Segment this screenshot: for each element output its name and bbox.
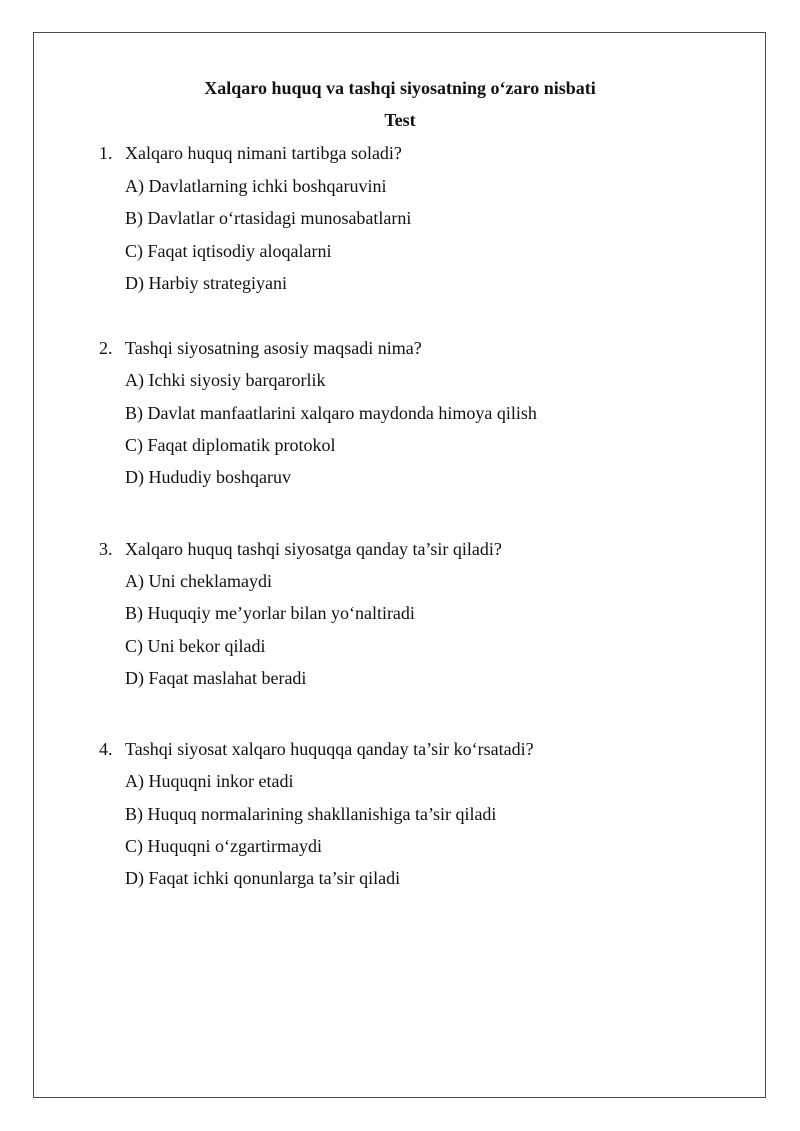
question-number: 3. xyxy=(99,539,113,559)
question-4-option-a: A) Huquqni inkor etadi xyxy=(125,771,294,791)
question-number: 1. xyxy=(99,143,113,163)
question-text: Tashqi siyosatning asosiy maqsadi nima? xyxy=(125,338,422,358)
question-3-option-b: B) Huquqiy me’yorlar bilan yo‘naltiradi xyxy=(125,603,415,623)
document-title: Xalqaro huquq va tashqi siyosatning o‘zaro nisbati xyxy=(204,78,596,98)
question-3-option-d: D) Faqat maslahat beradi xyxy=(125,668,307,688)
question-4-option-d: D) Faqat ichki qonunlarga ta’sir qiladi xyxy=(125,868,401,888)
question-1-option-b: B) Davlatlar o‘rtasidagi munosabatlarni xyxy=(125,208,412,228)
question-text: Xalqaro huquq nimani tartibga soladi? xyxy=(125,143,402,163)
question-2-option-c: C) Faqat diplomatik protokol xyxy=(125,435,336,455)
question-3-option-c: C) Uni bekor qiladi xyxy=(125,636,266,656)
question-2-option-b: B) Davlat manfaatlarini xalqaro maydonda himoya qilish xyxy=(125,403,537,423)
question-2-option-a: A) Ichki siyosiy barqarorlik xyxy=(125,370,326,390)
question-2 xyxy=(99,336,422,360)
question-3 xyxy=(99,537,502,561)
question-1-option-c: C) Faqat iqtisodiy aloqalarni xyxy=(125,241,332,261)
question-4-option-b: B) Huquq normalarining shakllanishiga ta’sir qiladi xyxy=(125,804,497,824)
question-2-option-d: D) Hududiy boshqaruv xyxy=(125,467,291,487)
question-3-option-a: A) Uni cheklamaydi xyxy=(125,571,272,591)
question-text: Xalqaro huquq tashqi siyosatga qanday ta’sir qiladi? xyxy=(125,539,502,559)
document-subtitle: Test xyxy=(384,110,416,130)
question-1-option-d: D) Harbiy strategiyani xyxy=(125,273,287,293)
question-text: Tashqi siyosat xalqaro huquqqa qanday ta’sir ko‘rsatadi? xyxy=(125,739,534,759)
question-number: 4. xyxy=(99,739,113,759)
question-number: 2. xyxy=(99,338,113,358)
question-1 xyxy=(99,141,402,165)
question-1-option-a: A) Davlatlarning ichki boshqaruvini xyxy=(125,176,387,196)
question-4 xyxy=(99,737,534,761)
question-4-option-c: C) Huquqni o‘zgartirmaydi xyxy=(125,836,322,856)
